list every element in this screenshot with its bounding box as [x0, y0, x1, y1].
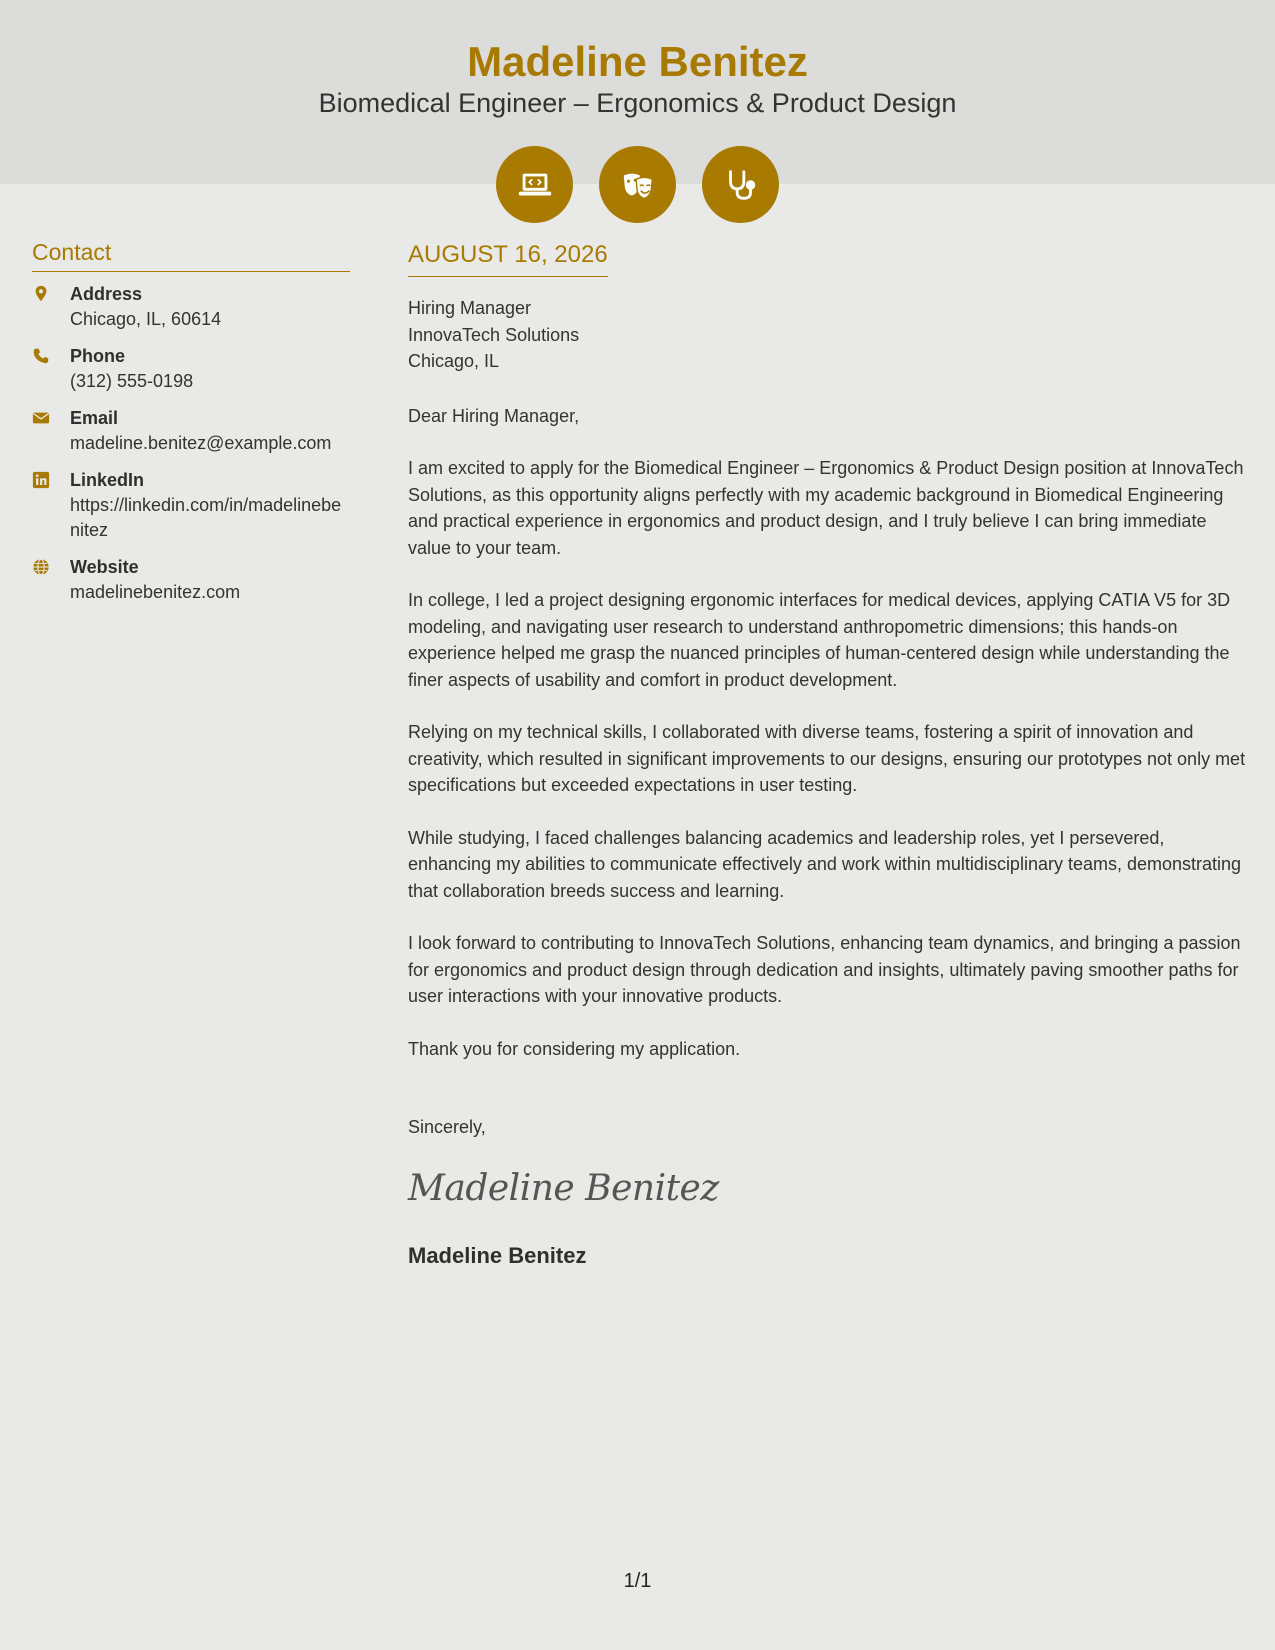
sidebar: [32, 238, 350, 617]
contact-heading: Contact: [32, 238, 350, 272]
contact-website: [32, 555, 350, 605]
address-value: Chicago, IL, 60614: [70, 309, 222, 329]
header-icons: [0, 146, 1275, 223]
letter-paragraph: While studying, I faced challenges balancing academics and leadership roles, yet I persevered, enhancing my abilities to communicate effectively and work within multidisciplinary teams, demonstrating that collaboration breeds success and learning.: [408, 827, 1242, 901]
contact-phone: [32, 344, 350, 394]
contact-linkedin: [32, 468, 350, 543]
contact-label: Website: [70, 557, 139, 577]
recipient-block: [408, 295, 1246, 375]
closing: Sincerely,: [408, 1117, 486, 1137]
recipient-line: Hiring Manager: [408, 298, 532, 318]
recipient-line: InnovaTech Solutions: [408, 324, 580, 345]
letter-paragraph: Relying on my technical skills, I collaborated with diverse teams, fostering a spirit of innovation and creativity, which resulted in significant improvements to our designs, ensuring our prototypes not only met specifications but exceeded expectations in user testing.: [408, 722, 1246, 795]
contact-label: Phone: [70, 346, 126, 366]
letter-body: [408, 238, 1246, 1271]
contact-label: Email: [70, 408, 119, 428]
linkedin-value[interactable]: https://linkedin.com/in/madelinebenitez: [70, 495, 342, 540]
letter-paragraph: In college, I led a project designing ergonomic interfaces for medical devices, applying CATIA V5 for 3D modeling, and navigating user research to understand anthropometric dimensions; this hands-on experience helped me grasp the nuanced principles of human-centered design while understanding the finer aspects of usability and comfort in product development.: [408, 590, 1231, 690]
theater-masks-icon: [599, 146, 676, 223]
recipient-line: Chicago, IL: [408, 351, 500, 371]
laptop-code-icon: [496, 146, 573, 223]
email-value[interactable]: madeline.benitez@example.com: [70, 433, 332, 453]
letter-paragraph: I look forward to contributing to InnovaTech Solutions, enhancing team dynamics, and bringing a passion for ergonomics and product design through dedication and insights, ultimately paving smoother paths for user interactions with your innovative products.: [408, 933, 1241, 1006]
linkedin-icon: [32, 468, 70, 543]
job-title: Biomedical Engineer – Ergonomics & Product Design: [318, 88, 957, 118]
contact-email: [32, 406, 350, 456]
contact-label: Address: [70, 284, 143, 304]
candidate-name: Madeline Benitez: [467, 38, 808, 85]
phone-value: (312) 555-0198: [70, 371, 194, 391]
signature: Madeline Benitez: [408, 1167, 719, 1209]
letter-paragraph: Thank you for considering my application.: [408, 1038, 741, 1059]
globe-icon: [32, 555, 70, 605]
letter-paragraph: I am excited to apply for the Biomedical Engineer – Ergonomics & Product Design position at InnovaTech Solutions, as this opportunity aligns perfectly with my academic background in Biomedical Engineering and practical experience in ergonomics and product design, and I truly believe I can bring immediate value to your team.: [408, 458, 1244, 558]
phone-icon: [32, 344, 70, 394]
signed-name: Madeline Benitez: [408, 1242, 587, 1268]
contact-list: [32, 282, 350, 605]
letter-date: AUGUST 16, 2026: [408, 238, 608, 277]
stethoscope-icon: [702, 146, 779, 223]
page-number: 1/1: [623, 1570, 652, 1592]
contact-label: LinkedIn: [70, 470, 145, 490]
envelope-icon: [32, 406, 70, 456]
website-value[interactable]: madelinebenitez.com: [70, 582, 241, 602]
salutation: Dear Hiring Manager,: [408, 405, 580, 426]
contact-address: [32, 282, 350, 332]
map-pin-icon: [32, 282, 70, 332]
